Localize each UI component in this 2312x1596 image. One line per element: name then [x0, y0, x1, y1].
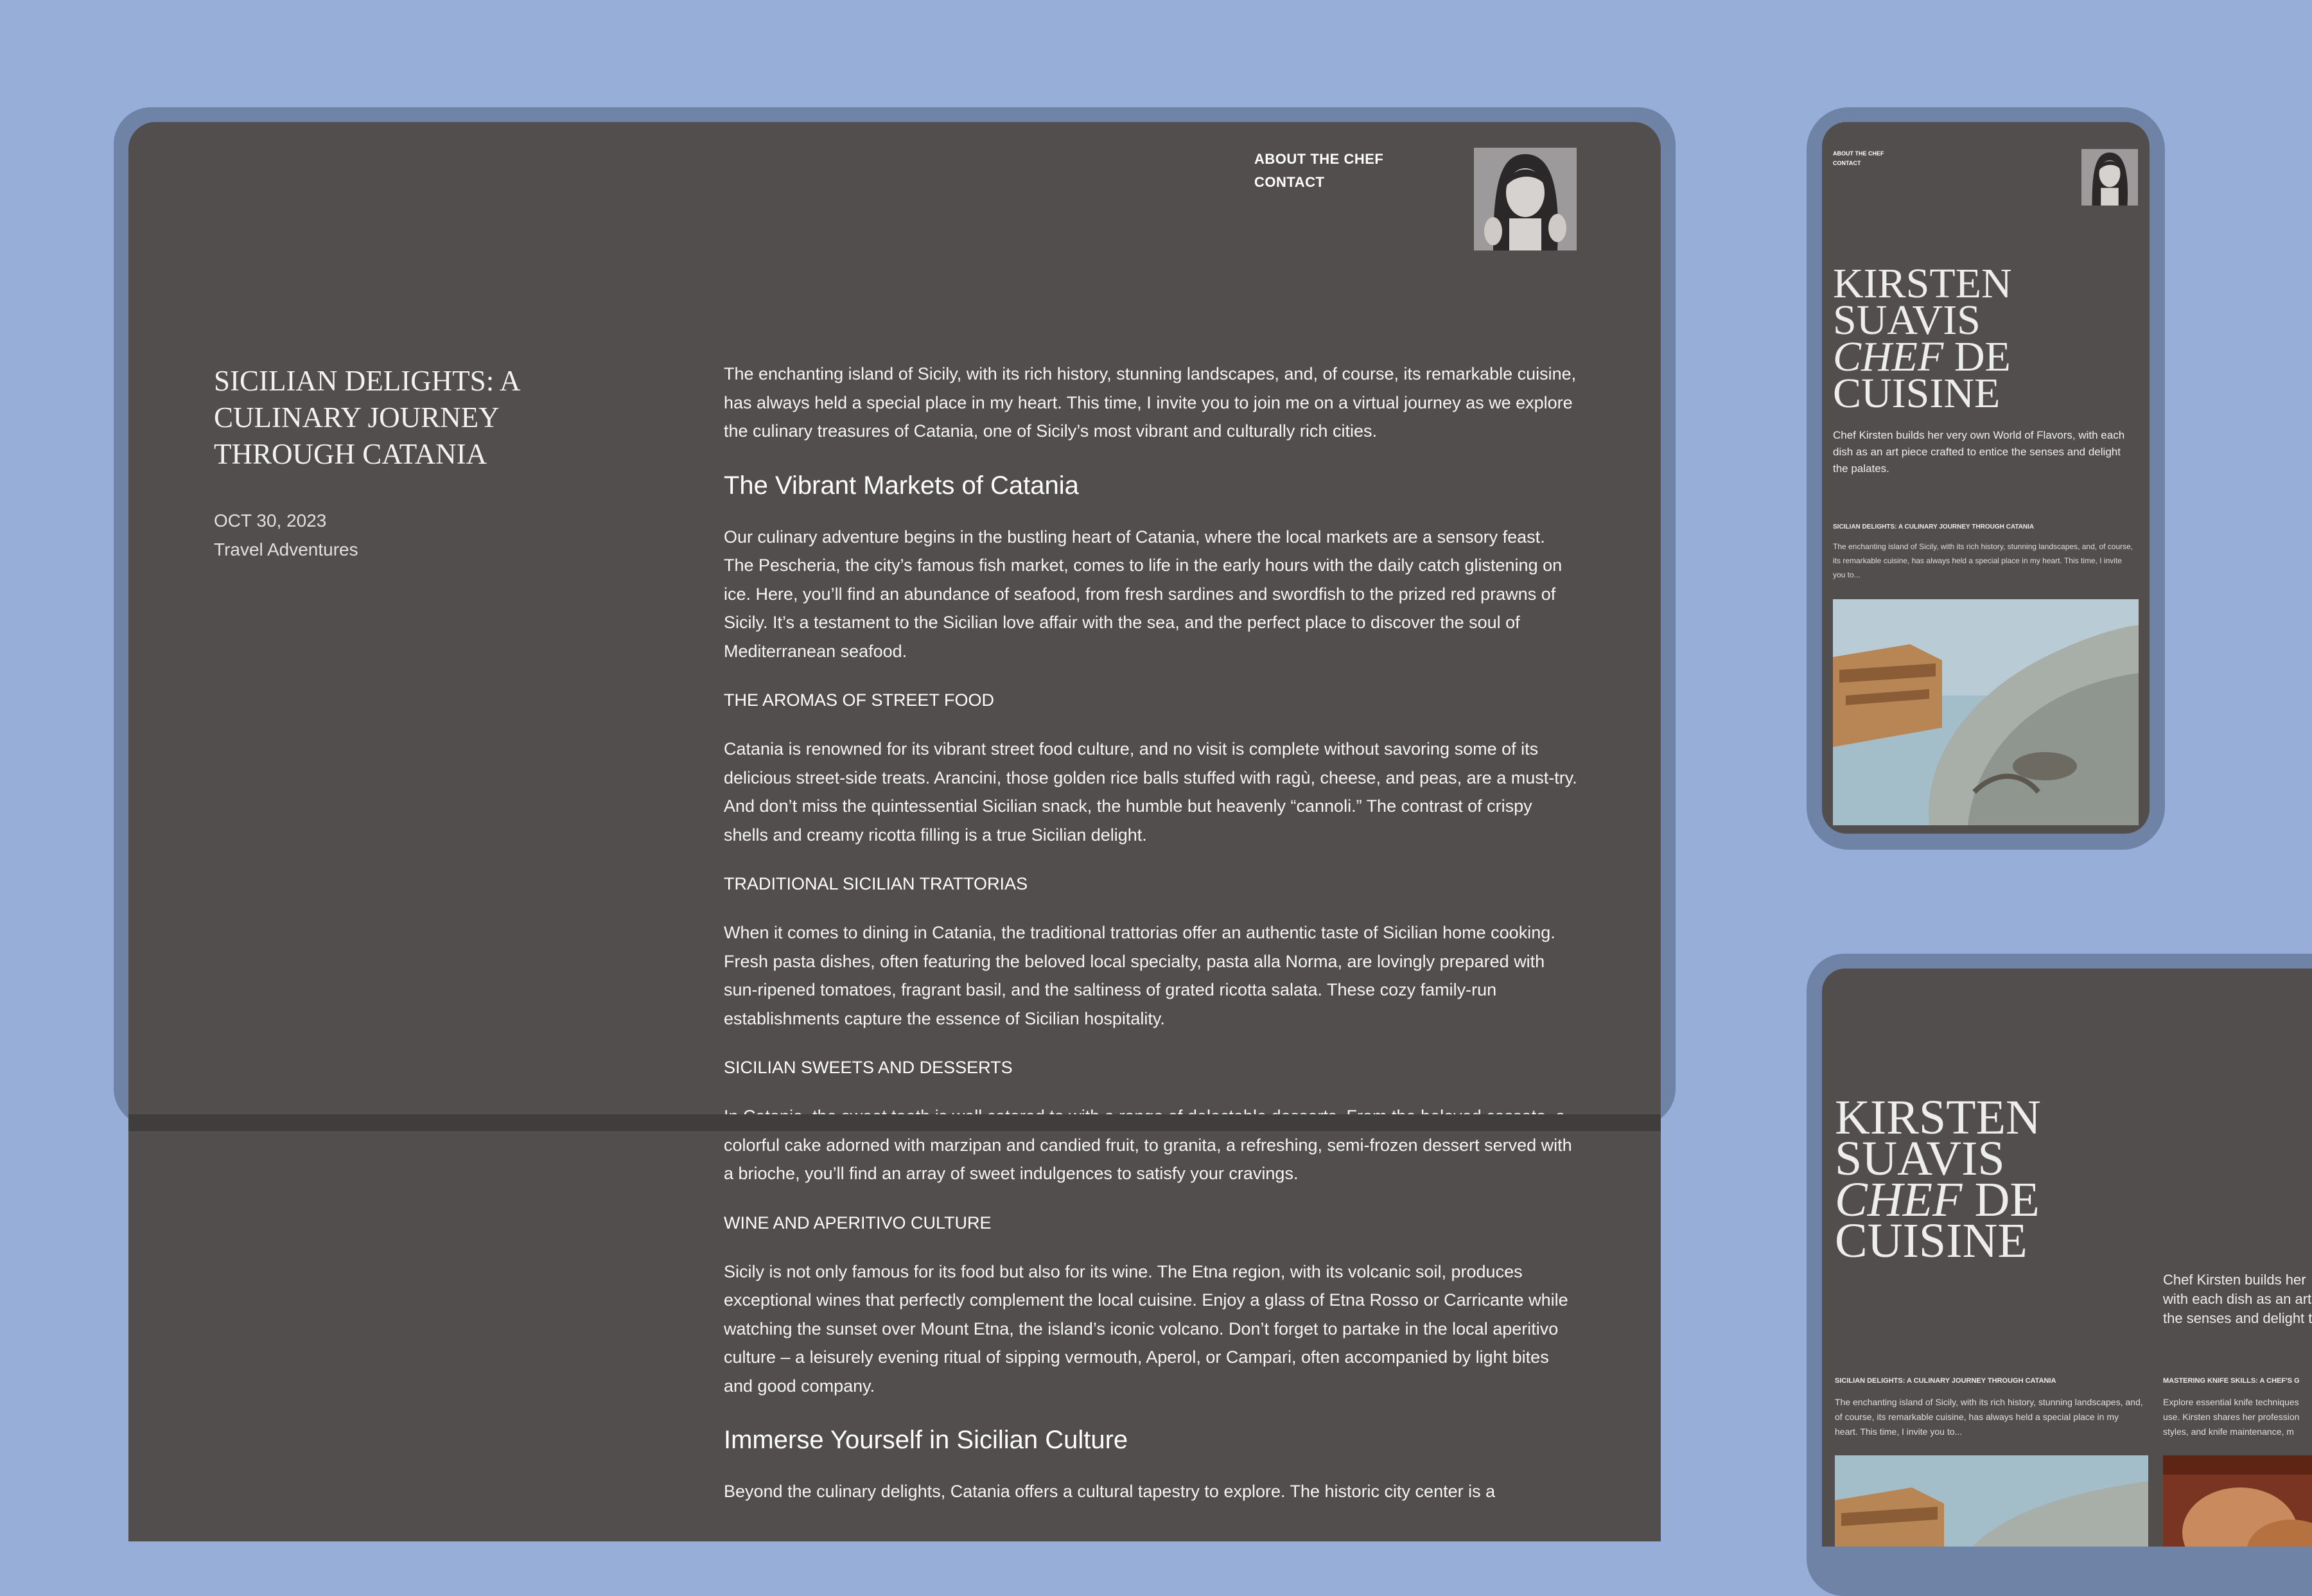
phone-screen	[1822, 122, 2150, 834]
tablet-hero-title	[1835, 1091, 2041, 1268]
excerpt-line: use. Kirsten shares her profession	[2163, 1412, 2300, 1422]
paragraph-markets: Our culinary adventure begins in the bustling heart of Catania, where the local markets are a sensory feast. The Pescheria, the city’s famous fish market, comes to life in the early hours with the daily catch glistening on ice. Here, you’ll find an abundance of seafood, from fresh sardines and swordfish to the prized red prawns of Sicily. It’s a testament to the Sicilian love affair with the sea, and the perfect place to discover the soul of Mediterranean seafood.	[724, 527, 1563, 661]
heading-culture: Immerse Yourself in Sicilian Culture	[724, 1426, 1128, 1454]
hero-line-1: KIRSTEN	[1833, 260, 2012, 307]
intro-line: the senses and delight t	[2163, 1310, 2312, 1326]
hero-line-1: KIRSTEN	[1835, 1091, 2041, 1144]
excerpt-line: Explore essential knife techniques	[2163, 1397, 2299, 1407]
paragraph-culture: Beyond the culinary delights, Catania offers a cultural tapestry to explore. The historic city center is a	[724, 1482, 1496, 1501]
tablet-card-2-image[interactable]	[2163, 1455, 2312, 1547]
phone-nav	[1833, 149, 1884, 168]
phone-card-image[interactable]	[1833, 599, 2139, 825]
paragraph-street-food: Catania is renowned for its vibrant street food culture, and no visit is complete without savoring some of its delicious street-side treats. Arancini, those golden rice balls stuffed with ragù, cheese, and peas, are a must-try. And don’t miss the quintessential Sicilian snack, the humble but heavenly “cannoli.” The contrast of crispy shells and creamy ricotta filling is a true Sicilian delight.	[724, 739, 1577, 845]
chef-avatar[interactable]	[1474, 148, 1577, 250]
desktop-nav	[1254, 148, 1383, 194]
heading-wine: WINE AND APERITIVO CULTURE	[724, 1213, 992, 1232]
intro-line: Chef Kirsten builds her	[2163, 1272, 2306, 1288]
paragraph-sweets: colorful cake adorned with marzipan and candied fruit, to granita, a refreshing, semi-frozen dessert served with a brioche, you’ll find an array of sweet indulgences to satisfy your cravings.	[724, 1135, 1572, 1183]
tablet-card-1-title[interactable]: SICILIAN DELIGHTS: A CULINARY JOURNEY THROUGH CATANIA	[1835, 1377, 2056, 1385]
excerpt-line: styles, and knife maintenance, m	[2163, 1426, 2294, 1437]
tablet-card-2-excerpt	[2163, 1395, 2312, 1439]
heading-trattorias: TRADITIONAL SICILIAN TRATTORIAS	[724, 874, 1028, 893]
desktop-screen	[128, 122, 1661, 1541]
hero-line-4: CUISINE	[1835, 1214, 2027, 1268]
phone-nav-contact[interactable]: CONTACT	[1833, 160, 1861, 166]
phone-intro-text: Chef Kirsten builds her very own World of Flavors, with each dish as an art piece crafted to entice the senses and delight the palates.	[1833, 429, 2125, 475]
nav-about-the-chef[interactable]: ABOUT THE CHEF	[1254, 151, 1384, 167]
post-meta	[214, 506, 358, 564]
phone-nav-about[interactable]: ABOUT THE CHEF	[1833, 150, 1884, 157]
hero-line-3-rest: DE	[1943, 333, 2011, 380]
phone-card-excerpt: The enchanting island of Sicily, with its rich history, stunning landscapes, and, of course, its remarkable cuisine, has always held a special place in my heart. This time, I invite you to...	[1833, 542, 2133, 579]
heading-street-food: THE AROMAS OF STREET FOOD	[724, 690, 995, 710]
article-intro: The enchanting island of Sicily, with its rich history, stunning landscapes, and, of course, its remarkable cuisine, has always held a special place in my heart. This time, I invite you to join me on a virtual journey as we explore the culinary treasures of Catania, one of Sicily’s most vibrant and culturally rich cities.	[724, 364, 1577, 441]
phone-hero-title	[1833, 260, 2012, 417]
post-date: OCT 30, 2023	[214, 511, 327, 531]
post-title: SICILIAN DELIGHTS: A CULINARY JOURNEY THROUGH CATANIA	[214, 365, 519, 470]
chef-hands-photo	[2163, 1455, 2312, 1547]
desktop-frame-shadow	[128, 1114, 1661, 1131]
paragraph-trattorias: When it comes to dining in Catania, the traditional trattorias offer an authentic taste of Sicilian home cooking. Fresh pasta dishes, often featuring the beloved local specialty, pasta alla Norma, are lovingly prepared with sun-ripened tomatoes, fragrant basil, and the saltiness of grated ricotta salata. These cozy family-run establishments capture the essence of Sicilian hospitality.	[724, 923, 1555, 1028]
tablet-card-1-excerpt: The enchanting island of Sicily, with its rich history, stunning landscapes, and, of course, its remarkable cuisine, has always held a special place in my heart. This time, I invite you to...	[1835, 1397, 2143, 1437]
heading-markets: The Vibrant Markets of Catania	[724, 471, 1079, 500]
post-article	[724, 360, 1578, 1527]
tablet-intro-text	[2163, 1270, 2312, 1328]
tablet-screen	[1822, 969, 2312, 1547]
intro-line: with each dish as an art	[2163, 1291, 2312, 1307]
hero-italic-word: CHEF	[1835, 1173, 1963, 1227]
paragraph-wine: Sicily is not only famous for its food but also for its wine. The Etna region, with its volcanic soil, produces exceptional wines that perfectly complement the local cuisine. Enjoy a glass of Etna Rosso or Carricante while watching the sunset over Mount Etna, the island’s iconic volcano. Don’t forget to partake in the local aperitivo culture – a leisurely evening ritual of sipping vermouth, Aperol, or Campari, often accompanied by light bites and good company.	[724, 1261, 1568, 1396]
heading-sweets: SICILIAN SWEETS AND DESSERTS	[724, 1058, 1013, 1077]
phone-card-title[interactable]: SICILIAN DELIGHTS: A CULINARY JOURNEY THROUGH CATANIA	[1833, 523, 2035, 531]
post-category[interactable]: Travel Adventures	[214, 539, 358, 559]
statue-head-photo	[1833, 599, 2139, 825]
chef-portrait-photo	[2081, 149, 2138, 206]
hero-line-3-rest: DE	[1962, 1173, 2040, 1227]
hero-italic-word: CHEF	[1833, 333, 1944, 380]
tablet-card-2-title[interactable]: MASTERING KNIFE SKILLS: A CHEF'S G	[2163, 1377, 2300, 1385]
chef-portrait-photo	[1474, 148, 1577, 250]
phone-chef-avatar[interactable]	[2081, 149, 2138, 206]
statue-head-photo	[1835, 1455, 2148, 1547]
hero-line-2: SUAVIS	[1833, 297, 1981, 344]
tablet-card-1-image[interactable]	[1835, 1455, 2148, 1547]
nav-contact[interactable]: CONTACT	[1254, 174, 1325, 190]
hero-line-4: CUISINE	[1833, 370, 2001, 417]
hero-line-2: SUAVIS	[1835, 1132, 2005, 1186]
